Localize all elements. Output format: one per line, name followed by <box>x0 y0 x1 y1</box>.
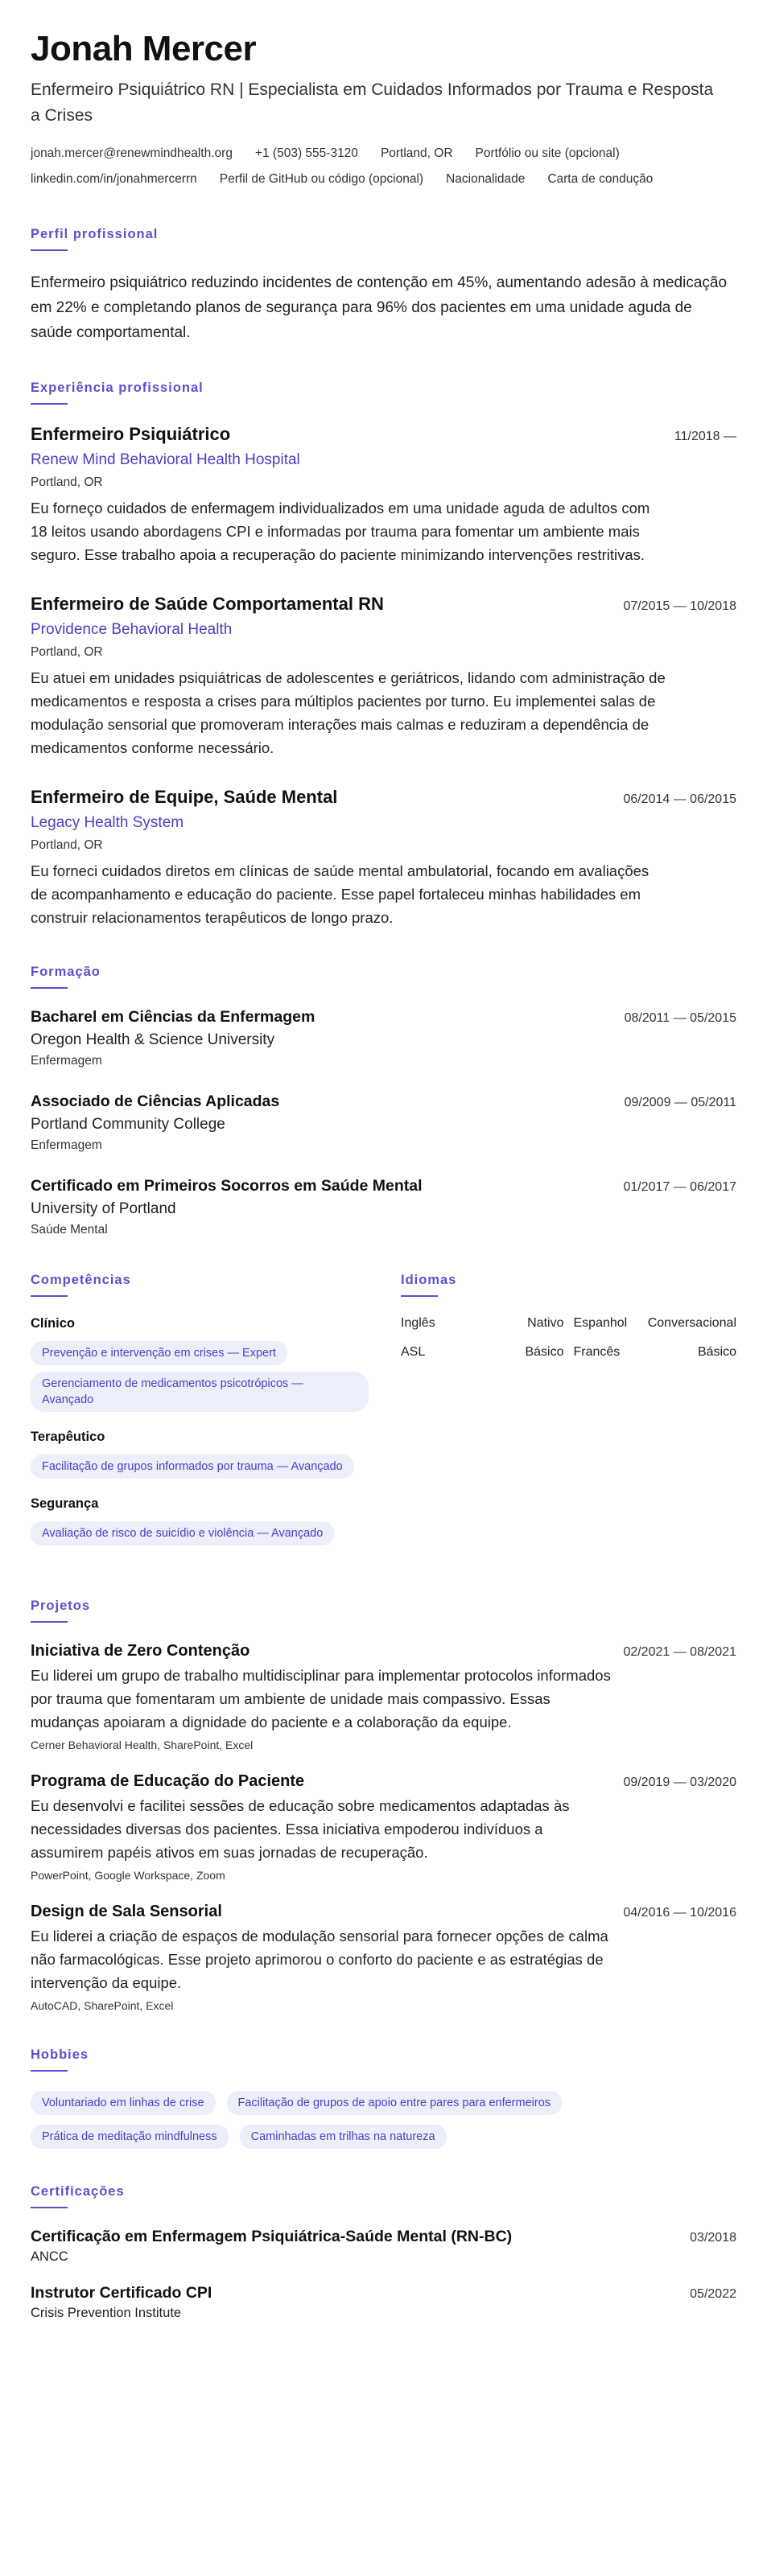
job-company: Renew Mind Behavioral Health Hospital <box>31 451 300 468</box>
contact-nationality: Nacionalidade <box>446 172 526 186</box>
section-title: Competências <box>31 1273 131 1287</box>
education-degree: Bacharel em Ciências da Enfermagem <box>31 1008 315 1026</box>
contact-license: Carta de condução <box>547 172 654 186</box>
certification-date: 05/2022 <box>690 2287 736 2301</box>
hobby-chip: Facilitação de grupos de apoio entre pares para enfermeiros <box>227 2091 563 2115</box>
certification-name: Instrutor Certificado CPI <box>31 2284 212 2302</box>
section-experience <box>31 381 736 929</box>
section-divider <box>31 249 68 251</box>
language-item <box>574 1316 737 1331</box>
project-tools: AutoCAD, SharePoint, Excel <box>31 1999 174 2012</box>
section-divider <box>31 2207 68 2208</box>
certification-name: Certificação em Enfermagem Psiquiátrica-Saúde Mental (RN-BC) <box>31 2228 513 2245</box>
project-entry <box>31 1903 736 2012</box>
section-title: Projetos <box>31 1599 91 1613</box>
skill-category: Segurança <box>31 1496 99 1511</box>
education-degree: Associado de Ciências Aplicadas <box>31 1093 280 1110</box>
job-description: Eu atuei em unidades psiquiátricas de adolescentes e geriátricos, lidando com administração de medicamentos e resposta a crises para múltiplos pacientes por turno. Eu implementei salas de modulação sensorial que promoveram interações mais calmas e reduziram a dependência de medicamentos conforme necessário. <box>31 669 666 756</box>
project-name: Design de Sala Sensorial <box>31 1903 222 1920</box>
language-item <box>574 1345 737 1360</box>
project-name: Programa de Educação do Paciente <box>31 1772 305 1790</box>
job-company: Providence Behavioral Health <box>31 621 233 638</box>
hobby-chip-list <box>31 2091 642 2149</box>
certification-entry <box>31 2284 736 2321</box>
project-dates: 09/2019 — 03/2020 <box>623 1776 736 1789</box>
education-school: Portland Community College <box>31 1116 225 1133</box>
project-entry <box>31 1642 736 1751</box>
education-degree: Certificado em Primeiros Socorros em Saúde Mental <box>31 1177 423 1195</box>
language-item <box>401 1345 564 1360</box>
language-level: Conversacional <box>647 1316 736 1330</box>
headline: Enfermeiro Psiquiátrico RN | Especialista em Cuidados Informados por Trauma e Resposta a Crises <box>31 80 714 125</box>
education-field: Saúde Mental <box>31 1223 108 1237</box>
skill-category: Clínico <box>31 1316 76 1331</box>
section-languages <box>401 1273 736 1563</box>
skill-chip-list <box>31 1455 369 1479</box>
project-description: Eu liderei um grupo de trabalho multidisciplinar para implementar protocolos informados por trauma que fomentaram um ambiente de unidade mais compassivo. Essas mudanças apoiaram a dignidade do paciente e a colaboração da equipe. <box>31 1667 611 1730</box>
section-skills <box>31 1273 369 1563</box>
language-name: Francês <box>573 1345 621 1359</box>
section-title: Experiência profissional <box>31 381 204 395</box>
job-dates: 06/2014 — 06/2015 <box>623 792 736 806</box>
project-name: Iniciativa de Zero Contenção <box>31 1642 250 1660</box>
contact-list <box>31 146 736 187</box>
project-tools: PowerPoint, Google Workspace, Zoom <box>31 1869 225 1882</box>
education-dates: 08/2011 — 05/2015 <box>624 1011 736 1025</box>
language-name: Espanhol <box>573 1316 628 1330</box>
education-dates: 09/2009 — 05/2011 <box>624 1096 736 1109</box>
job-title: Enfermeiro Psiquiátrico <box>31 424 231 444</box>
job-description: Eu forneci cuidados diretos em clínicas de saúde mental ambulatorial, focando em avaliações de acompanhamento e educação do paciente. Esse papel fortaleceu minhas habilidades em construir relacionamentos terapêuticos de longo prazo. <box>31 862 649 926</box>
contact-email: jonah.mercer@renewmindhealth.org <box>31 146 233 160</box>
job-description: Eu forneço cuidados de enfermagem individualizados em uma unidade aguda de adultos com 18 leitos usando abordagens CPI e informadas por trauma para fomentar um ambiente mais seguro. Esse trabalho apoia a recuperação do paciente minimizando intervenções restritivas. <box>31 500 650 563</box>
section-education <box>31 965 736 1237</box>
education-school: University of Portland <box>31 1200 176 1217</box>
profile-summary: Enfermeiro psiquiátrico reduzindo incidentes de contenção em 45%, aumentando adesão à medicação em 22% e completando planos de segurança para 96% dos pacientes em uma unidade aguda de saúde comportamental. <box>31 274 728 341</box>
project-description: Eu liderei a criação de espaços de modulação sensorial para fornecer opções de calma não farmacológicas. Esse projeto aprimorou o conforto do paciente e as estratégias de intervenção da equipe. <box>31 1928 608 1991</box>
skill-chip: Avaliação de risco de suicídio e violência — Avançado <box>31 1521 334 1545</box>
job-entry <box>31 594 736 759</box>
skill-chip: Facilitação de grupos informados por trauma — Avançado <box>31 1455 354 1479</box>
skill-chip-list <box>31 1521 369 1545</box>
section-certifications <box>31 2184 736 2321</box>
language-list <box>401 1316 736 1360</box>
section-divider <box>31 987 68 989</box>
education-school: Oregon Health & Science University <box>31 1031 275 1048</box>
contact-phone: +1 (503) 555-3120 <box>254 146 358 160</box>
section-hobbies <box>31 2047 736 2149</box>
education-entry <box>31 1177 736 1237</box>
skills-languages-row <box>31 1273 736 1563</box>
section-divider <box>31 2070 68 2072</box>
language-level: Básico <box>525 1345 564 1359</box>
certification-issuer: ANCC <box>31 2249 68 2264</box>
project-description: Eu desenvolvi e facilitei sessões de educação sobre medicamentos adaptadas às necessidades diversas dos pacientes. Essa iniciativa empoderou indivíduos a assumirem papéis ativos em suas jornadas de recuperação. <box>31 1797 570 1861</box>
job-entry <box>31 424 736 566</box>
job-title: Enfermeiro de Saúde Comportamental RN <box>31 594 384 614</box>
certification-entry <box>31 2228 736 2265</box>
section-projects <box>31 1599 736 2012</box>
contact-location: Portland, OR <box>380 146 453 160</box>
contact-github: Perfil de GitHub ou código (opcional) <box>219 172 424 186</box>
job-location: Portland, OR <box>31 838 103 852</box>
section-title: Perfil profissional <box>31 227 159 241</box>
language-item <box>401 1316 564 1331</box>
job-dates: 07/2015 — 10/2018 <box>623 599 736 613</box>
section-divider <box>31 403 68 405</box>
project-tools: Cerner Behavioral Health, SharePoint, Excel <box>31 1739 254 1751</box>
hobby-chip: Caminhadas em trilhas na natureza <box>240 2125 447 2149</box>
job-title: Enfermeiro de Equipe, Saúde Mental <box>31 787 338 807</box>
section-divider <box>31 1295 68 1297</box>
job-company: Legacy Health System <box>31 814 184 831</box>
section-title: Certificações <box>31 2184 125 2199</box>
education-field: Enfermagem <box>31 1054 102 1068</box>
project-dates: 04/2016 — 10/2016 <box>623 1906 736 1920</box>
contact-portfolio: Portfólio ou site (opcional) <box>475 146 620 160</box>
section-divider <box>31 1621 68 1623</box>
hobby-chip: Voluntariado em linhas de crise <box>31 2091 216 2115</box>
candidate-name: Jonah Mercer <box>31 29 257 68</box>
contact-linkedin: linkedin.com/in/jonahmercerrn <box>31 172 197 186</box>
hobby-chip: Prática de meditação mindfulness <box>31 2125 229 2149</box>
skill-chip: Gerenciamento de medicamentos psicotrópicos — Avançado <box>31 1372 369 1412</box>
project-entry <box>31 1772 736 1882</box>
section-title: Formação <box>31 965 101 979</box>
education-entry <box>31 1093 736 1153</box>
job-location: Portland, OR <box>31 475 103 489</box>
job-entry <box>31 787 736 929</box>
language-level: Nativo <box>527 1316 564 1330</box>
section-title: Hobbies <box>31 2047 89 2062</box>
certification-date: 03/2018 <box>690 2231 736 2245</box>
skill-chip-list <box>31 1341 369 1412</box>
job-dates: 11/2018 — <box>674 430 736 443</box>
language-name: Inglês <box>401 1316 435 1330</box>
education-dates: 01/2017 — 06/2017 <box>623 1180 736 1194</box>
section-profile <box>31 227 736 345</box>
section-title: Idiomas <box>401 1273 457 1287</box>
language-name: ASL <box>401 1345 426 1359</box>
education-field: Enfermagem <box>31 1138 102 1152</box>
section-divider <box>401 1295 438 1297</box>
education-entry <box>31 1008 736 1068</box>
project-dates: 02/2021 — 08/2021 <box>623 1645 736 1659</box>
skill-category: Terapêutico <box>31 1430 105 1444</box>
skill-chip: Prevenção e intervenção em crises — Expert <box>31 1341 287 1365</box>
language-level: Básico <box>697 1345 736 1359</box>
certification-issuer: Crisis Prevention Institute <box>31 2306 182 2320</box>
job-location: Portland, OR <box>31 645 103 659</box>
